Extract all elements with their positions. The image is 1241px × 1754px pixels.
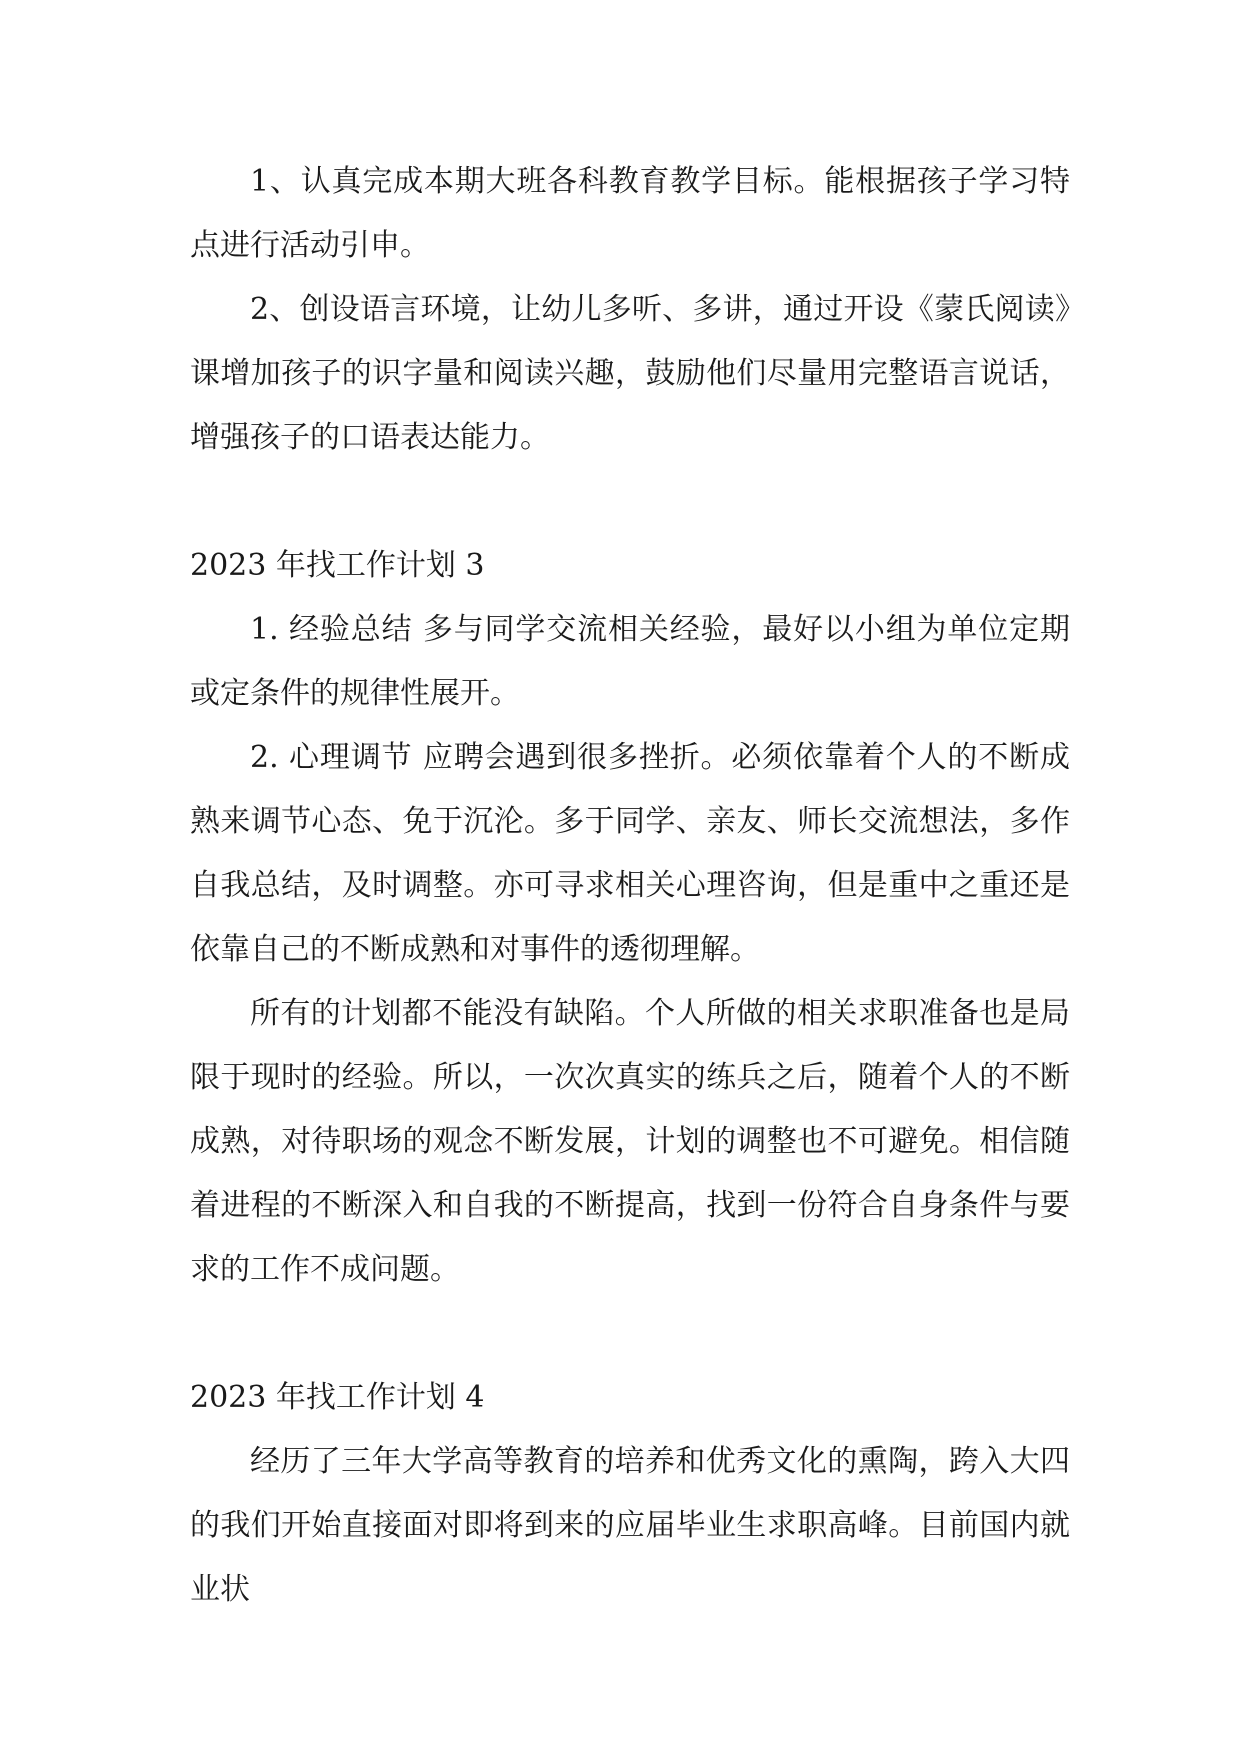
section-4-paragraph-1: 经历了三年大学高等教育的培养和优秀文化的熏陶，跨入大四的我们开始直接面对即将到来的应届毕业生求职高峰。目前国内就业状	[190, 1444, 1070, 1607]
document-page	[190, 150, 1070, 1622]
section-3-title: 2023 年找工作计划 3	[190, 548, 485, 583]
section-4-title: 2023 年找工作计划 4	[190, 1380, 485, 1415]
paragraph-item-1: 1、认真完成本期大班各科教育教学目标。能根据孩子学习特点进行活动引申。	[190, 164, 1070, 263]
section-3-paragraph-1: 1. 经验总结 多与同学交流相关经验，最好以小组为单位定期或定条件的规律性展开。	[190, 612, 1070, 711]
section-3-paragraph-3: 所有的计划都不能没有缺陷。个人所做的相关求职准备也是局限于现时的经验。所以，一次次真实的练兵之后，随着个人的不断成熟，对待职场的观念不断发展，计划的调整也不可避免。相信随着进程的不断深入和自我的不断提高，找到一份符合自身条件与要求的工作不成问题。	[190, 996, 1070, 1287]
section-3-paragraph-2: 2. 心理调节 应聘会遇到很多挫折。必须依靠着个人的不断成熟来调节心态、免于沉沦。多于同学、亲友、师长交流想法，多作自我总结，及时调整。亦可寻求相关心理咨询，但是重中之重还是依靠自己的不断成熟和对事件的透彻理解。	[190, 740, 1070, 967]
paragraph-item-2: 2、创设语言环境，让幼儿多听、多讲，通过开设《蒙氏阅读》课增加孩子的识字量和阅读兴趣，鼓励他们尽量用完整语言说话，增强孩子的口语表达能力。	[190, 292, 1070, 455]
